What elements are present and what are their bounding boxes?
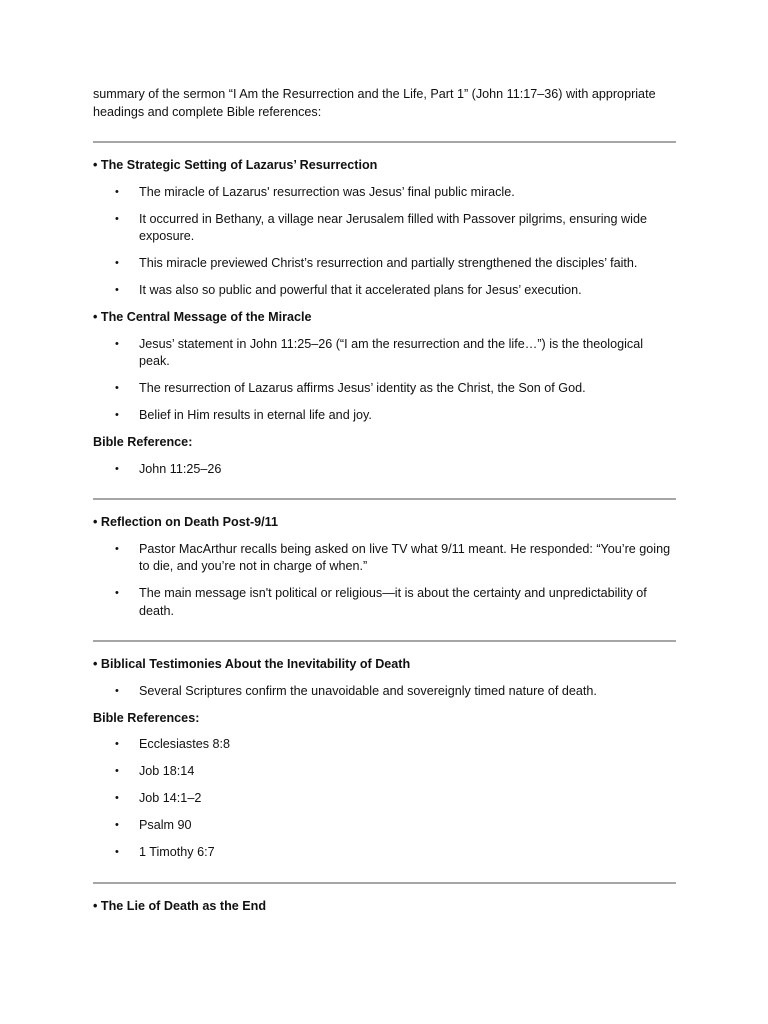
bullet-icon: • bbox=[115, 846, 119, 858]
list-item bbox=[93, 407, 676, 425]
list-item-text: Belief in Him results in eternal life and joy. bbox=[139, 408, 372, 422]
list-item bbox=[93, 255, 676, 273]
bible-reference-label: Bible Reference: bbox=[93, 435, 193, 449]
list-item bbox=[93, 336, 676, 371]
list-item bbox=[93, 817, 676, 835]
list-item-text: Pastor MacArthur recalls being asked on live TV what 9/11 meant. He responded: “You’re going to die, and you’re not in charge of when.” bbox=[139, 541, 671, 573]
document-page bbox=[93, 86, 676, 924]
section-heading: • Biblical Testimonies About the Inevitability of Death bbox=[93, 657, 411, 671]
bible-references-label: Bible References: bbox=[93, 710, 200, 725]
reference-text: John 11:25–26 bbox=[139, 461, 222, 476]
reference-list bbox=[93, 736, 676, 862]
section-heading: • The Strategic Setting of Lazarus’ Resurrection bbox=[93, 158, 378, 172]
reference-list bbox=[93, 461, 676, 479]
list-item-text: Jesus’ statement in John 11:25–26 (“I am the resurrection and the life…”) is the theological peak. bbox=[139, 336, 644, 368]
list-item bbox=[93, 282, 676, 300]
section-heading: • The Central Message of the Miracle bbox=[93, 310, 312, 324]
reference-text: Psalm 90 bbox=[139, 818, 192, 832]
section-heading: • Reflection on Death Post-9/11 bbox=[93, 515, 278, 529]
bullet-icon: • bbox=[115, 284, 119, 296]
intro-paragraph: summary of the sermon “I Am the Resurrection and the Life, Part 1” (John 11:17–36) with appropriate headings and complete Bible references: bbox=[93, 87, 656, 119]
bullet-icon: • bbox=[115, 738, 119, 750]
reference-text: Job 18:14 bbox=[139, 764, 195, 778]
list-item bbox=[93, 844, 676, 862]
reference-text: Job 14:1–2 bbox=[139, 791, 202, 805]
list-item-text: It occurred in Bethany, a village near Jerusalem filled with Passover pilgrims, ensuring wide exposure. bbox=[139, 211, 647, 243]
bullet-icon: • bbox=[115, 792, 119, 804]
bullet-icon: • bbox=[115, 765, 119, 777]
list-item bbox=[93, 790, 676, 808]
list-item bbox=[93, 683, 676, 701]
list-item-text: It was also so public and powerful that it accelerated plans for Jesus’ execution. bbox=[139, 283, 582, 297]
section-reflection-on-death bbox=[93, 514, 676, 620]
list-item-text: This miracle previewed Christ’s resurrection and partially strengthened the disciples’ faith. bbox=[139, 256, 638, 270]
reference-text: 1 Timothy 6:7 bbox=[139, 845, 215, 859]
bullet-icon: • bbox=[115, 257, 119, 269]
list-item bbox=[93, 585, 676, 620]
bullet-list bbox=[93, 184, 676, 300]
list-item bbox=[93, 461, 676, 479]
section-divider bbox=[93, 141, 676, 143]
bullet-icon: • bbox=[115, 587, 119, 599]
section-divider bbox=[93, 498, 676, 500]
bullet-icon: • bbox=[115, 337, 119, 350]
bullet-icon: • bbox=[115, 819, 119, 831]
section-biblical-testimonies bbox=[93, 656, 676, 862]
bullet-icon: • bbox=[115, 462, 119, 475]
bullet-icon: • bbox=[115, 185, 119, 198]
section-divider bbox=[93, 882, 676, 884]
section-strategic-setting bbox=[93, 157, 676, 300]
bullet-icon: • bbox=[115, 382, 119, 394]
section-divider bbox=[93, 640, 676, 642]
section-central-message bbox=[93, 309, 676, 478]
bullet-list bbox=[93, 683, 676, 701]
list-item bbox=[93, 380, 676, 398]
list-item-text: The miracle of Lazarus' resurrection was Jesus’ final public miracle. bbox=[139, 184, 515, 199]
list-item bbox=[93, 211, 676, 246]
bullet-list bbox=[93, 336, 676, 425]
bullet-icon: • bbox=[115, 542, 119, 555]
list-item bbox=[93, 736, 676, 754]
list-item bbox=[93, 763, 676, 781]
list-item-text: Several Scriptures confirm the unavoidable and sovereignly timed nature of death. bbox=[139, 683, 597, 698]
bullet-list bbox=[93, 541, 676, 621]
bullet-icon: • bbox=[115, 684, 119, 697]
list-item-text: The main message isn't political or religious—it is about the certainty and unpredictability of death. bbox=[139, 586, 647, 618]
list-item-text: The resurrection of Lazarus affirms Jesus’ identity as the Christ, the Son of God. bbox=[139, 381, 586, 395]
reference-text: Ecclesiastes 8:8 bbox=[139, 737, 230, 751]
section-lie-of-death bbox=[93, 898, 676, 916]
list-item bbox=[93, 541, 676, 576]
bullet-icon: • bbox=[115, 409, 119, 421]
bullet-icon: • bbox=[115, 212, 119, 225]
list-item bbox=[93, 184, 676, 202]
section-heading: • The Lie of Death as the End bbox=[93, 898, 267, 913]
